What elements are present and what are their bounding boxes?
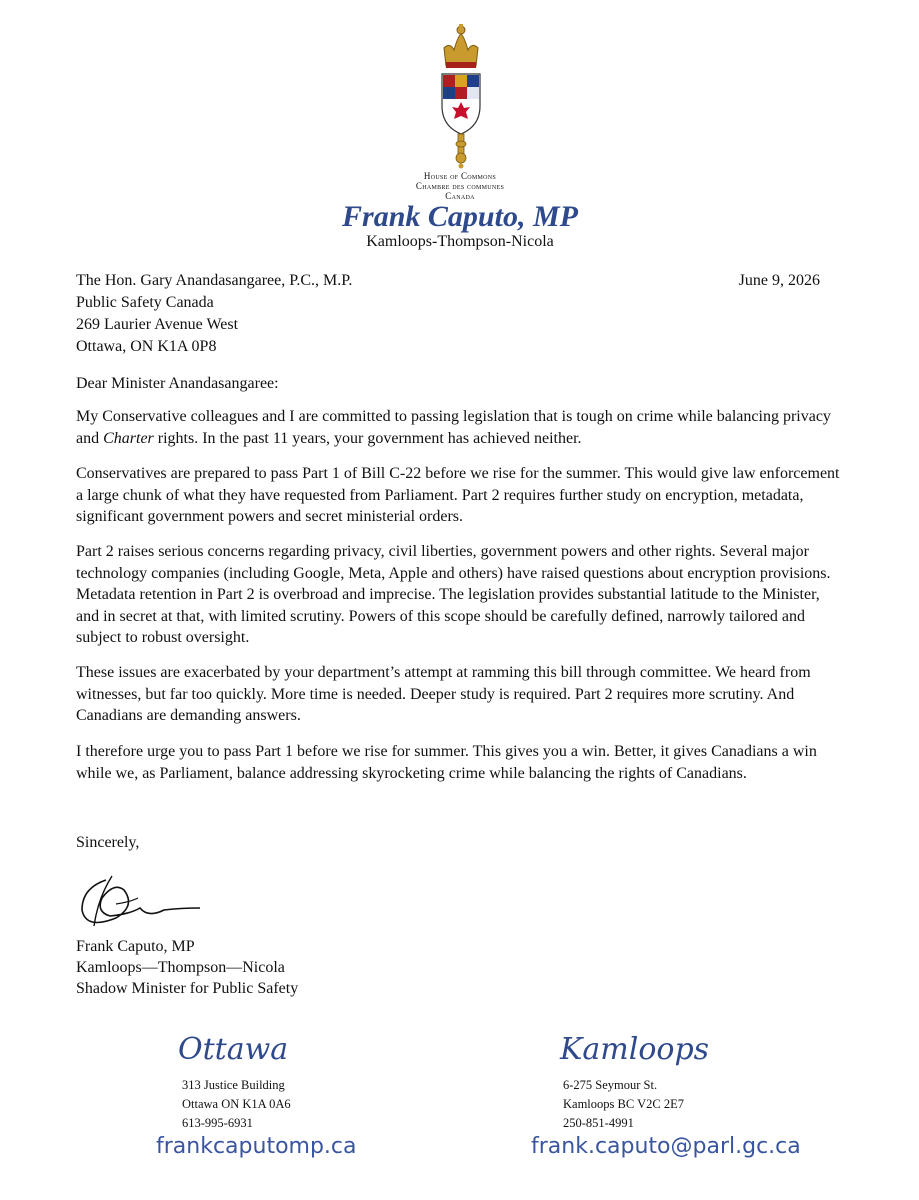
body-paragraph-5: I therefore urge you to pass Part 1 before we rise for summer. This gives you a win. Better, it gives Canadians a win while we, as Parliament, balance addressing skyrocketing crime while balancing the rights of Canadians.	[76, 743, 817, 782]
kamloops-office-heading: Kamloops	[560, 1032, 710, 1067]
recipient-line-3: 269 Laurier Avenue West	[76, 316, 239, 333]
p1-text-end: rights. In the past 11 years, your government has achieved neither.	[153, 429, 582, 447]
email-link[interactable]: frank.caputo@parl.gc.ca	[531, 1134, 801, 1159]
body-paragraph-4: These issues are exacerbated by your department’s attempt at ramming this bill through committee. We heard from witnesses, but far too quickly. More time is needed. Deeper study is required. Part 2 requires more scrutiny. And Canadians are demanding answers.	[76, 664, 811, 724]
body-paragraph-2: Conservatives are prepared to pass Part 1 of Bill C-22 before we rise for the summer. This would give law enforcement a large chunk of what they have requested from Parliament. Part 2 requires further study on encryption, metadata, significant government powers and secret ministerial orders.	[76, 465, 840, 525]
mp-name-heading: Frank Caputo, MP	[342, 200, 578, 233]
signatory-name: Frank Caputo, MP	[76, 938, 195, 955]
signatory-riding: Kamloops—Thompson—Nicola	[76, 959, 285, 976]
salutation: Dear Minister Anandasangaree:	[76, 375, 279, 392]
institution-name-fr: Chambre des communes	[415, 181, 505, 191]
ottawa-address-line-2: Ottawa ON K1A 0A6	[182, 1097, 291, 1111]
ottawa-address-line-1: 313 Justice Building	[182, 1078, 285, 1092]
handwritten-signature	[76, 868, 206, 938]
letter-date: June 9, 2026	[738, 272, 820, 289]
body-paragraph-1	[76, 406, 846, 449]
website-link[interactable]: frankcaputomp.ca	[156, 1134, 357, 1159]
house-of-commons-crest	[430, 22, 492, 170]
ottawa-phone: 613-995-6931	[182, 1116, 253, 1130]
recipient-line-2: Public Safety Canada	[76, 294, 214, 311]
signatory-title: Shadow Minister for Public Safety	[76, 980, 299, 997]
body-paragraph-3: Part 2 raises serious concerns regarding privacy, civil liberties, government powers and other rights. Several major technology companies (including Google, Meta, Apple and others) have raised questions about encryption provisions. Metadata retention in Part 2 is overbroad and imprecise. The legislation provides substantial latitude to the Minister, and in secret at that, with limited scrutiny. Powers of this scope should be carefully defined, narrowly tailored and subject to robust oversight.	[76, 543, 831, 646]
kamloops-address-line-1: 6-275 Seymour St.	[563, 1078, 658, 1092]
recipient-line-1: The Hon. Gary Anandasangaree, P.C., M.P.	[76, 272, 353, 289]
institution-country: Canada	[445, 191, 475, 201]
ottawa-office-heading: Ottawa	[178, 1032, 289, 1067]
kamloops-phone: 250-851-4991	[563, 1116, 634, 1130]
charter-italic: Charter	[103, 429, 154, 447]
institution-name-en: House of Commons	[423, 171, 497, 181]
kamloops-address-line-2: Kamloops BC V2C 2E7	[563, 1097, 684, 1111]
recipient-line-4: Ottawa, ON K1A 0P8	[76, 338, 217, 355]
riding-heading: Kamloops-Thompson-Nicola	[366, 233, 554, 250]
p1-text-start: My Conservative colleagues and I are committed to passing legislation that is tough on crime while balancing privacy and	[76, 408, 831, 447]
closing: Sincerely,	[76, 834, 140, 851]
